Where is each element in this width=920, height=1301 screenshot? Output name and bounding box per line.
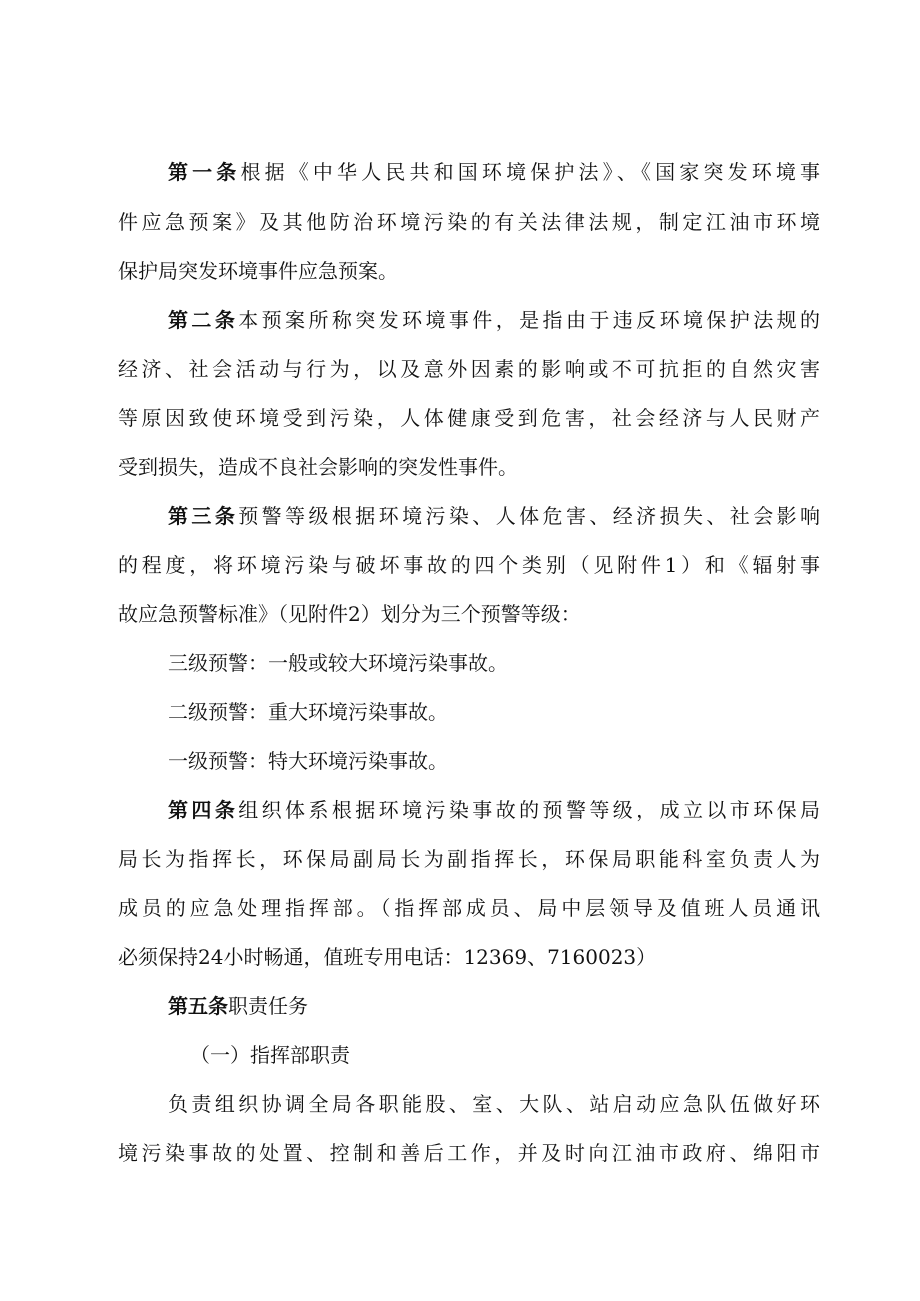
article-2-line-1: 第二条本预案所称突发环境事件，是指由于违反环境保护法规的 xyxy=(168,308,821,332)
article-2-line-4: 受到损失，造成不良社会影响的突发性事件。 xyxy=(118,455,518,479)
article-1-heading: 第一条 xyxy=(168,160,241,184)
warning-level-3: 三级预警：一般或较大环境污染事故。 xyxy=(168,651,508,675)
subsection-title: （一）指挥部职责 xyxy=(190,1043,350,1067)
article-3-line-1: 第三条预警等级根据环境污染、人体危害、经济损失、社会影响 xyxy=(168,504,821,528)
article-5-line-1: 第五条职责任务 xyxy=(168,994,308,1018)
article-1-line-2: 件应急预案》及其他防治环境污染的有关法律法规，制定江油市环境 xyxy=(118,210,820,234)
article-3-heading: 第三条 xyxy=(168,504,239,528)
article-3-line-2: 的程度，将环境污染与破坏事故的四个类别（见附件1）和《辐射事 xyxy=(118,553,820,577)
article-1-line-1: 第一条根据《中华人民共和国环境保护法》、《国家突发环境事 xyxy=(168,160,821,184)
subsection-line-2: 境污染事故的处置、控制和善后工作，并及时向江油市政府、绵阳市 xyxy=(118,1141,820,1165)
article-2-line-3: 等原因致使环境受到污染，人体健康受到危害，社会经济与人民财产 xyxy=(118,406,820,430)
subsection-line-1: 负责组织协调全局各职能股、室、大队、站启动应急队伍做好环 xyxy=(168,1092,820,1116)
article-4-line-4: 必须保持24小时畅通，值班专用电话：12369、7160023） xyxy=(118,945,657,969)
article-3-line-3: 故应急预警标准》（见附件2）划分为三个预警等级： xyxy=(118,602,581,626)
article-4-line-1: 第四条组织体系根据环境污染事故的预警等级，成立以市环保局 xyxy=(168,798,821,822)
article-4-line-2: 局长为指挥长，环保局副局长为副指挥长，环保局职能科室负责人为 xyxy=(118,847,820,871)
article-2-heading: 第二条 xyxy=(168,308,239,332)
article-5-heading: 第五条 xyxy=(168,994,228,1018)
article-4-heading: 第四条 xyxy=(168,798,239,822)
article-4-line-3: 成员的应急处理指挥部。（指挥部成员、局中层领导及值班人员通讯 xyxy=(118,896,820,920)
article-1-line-3: 保护局突发环境事件应急预案。 xyxy=(118,259,398,283)
warning-level-1: 一级预警：特大环境污染事故。 xyxy=(168,749,448,773)
warning-level-2: 二级预警：重大环境污染事故。 xyxy=(168,700,448,724)
article-2-line-2: 经济、社会活动与行为，以及意外因素的影响或不可抗拒的自然灾害 xyxy=(118,357,820,381)
